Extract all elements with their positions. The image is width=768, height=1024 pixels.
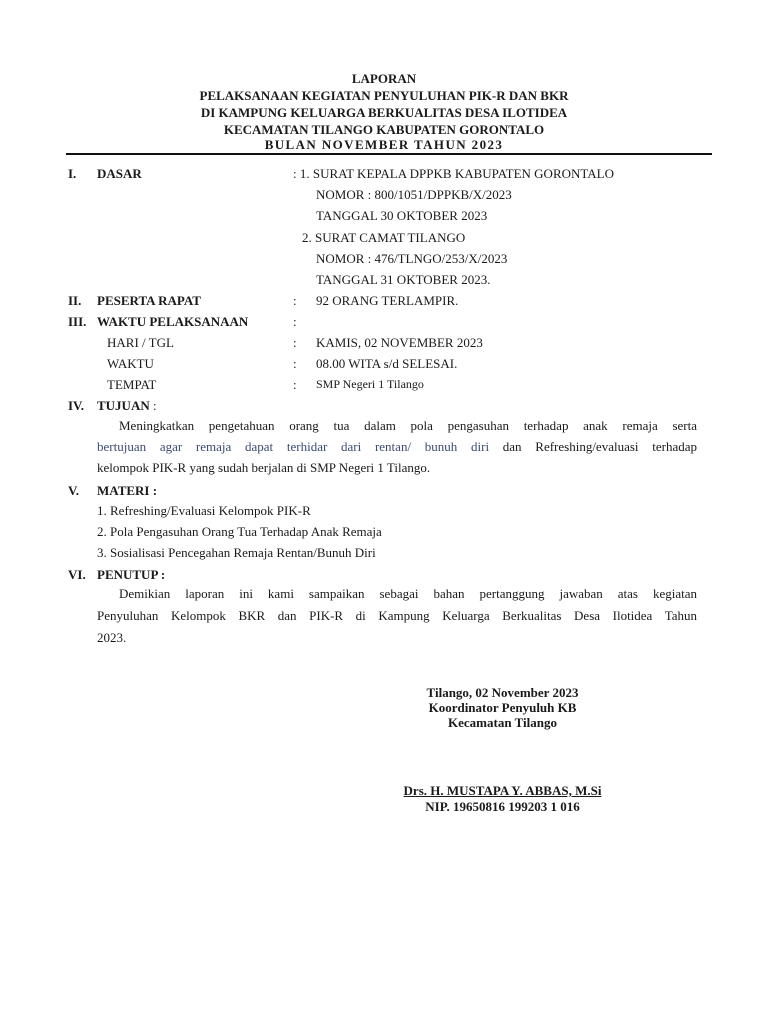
report-subtitle-3: KECAMATAN TILANGO KABUPATEN GORONTALO xyxy=(223,122,545,137)
section-label-tujuan-wrap xyxy=(97,397,157,414)
section-number-3: III. xyxy=(68,314,87,329)
signature-unit: Kecamatan Tilango xyxy=(448,715,557,730)
peserta-value: 92 ORANG TERLAMPIR. xyxy=(316,293,459,308)
penutup-paragraph-line-3: 2023. xyxy=(97,630,127,645)
tujuan-highlight-word: bertujuan xyxy=(97,439,147,454)
tujuan-paragraph-line-2 xyxy=(97,436,697,457)
waktu-row-value: SMP Negeri 1 Tilango xyxy=(316,377,424,391)
section-number-2: II. xyxy=(68,293,82,308)
dasar-line-3: TANGGAL 30 OKTOBER 2023 xyxy=(316,208,488,223)
waktu-row-label: WAKTU xyxy=(107,356,154,371)
section-label-peserta: PESERTA RAPAT xyxy=(97,293,201,308)
report-period: BULAN NOVEMBER TAHUN 2023 xyxy=(264,137,504,152)
section-number-4: IV. xyxy=(68,398,85,413)
section-label-tujuan: TUJUAN xyxy=(97,398,150,413)
signature-place-date: Tilango, 02 November 2023 xyxy=(426,685,579,700)
dasar-line-4: 2. SURAT CAMAT TILANGO xyxy=(302,230,466,245)
header-divider xyxy=(66,153,712,155)
dasar-line-5: NOMOR : 476/TLNGO/253/X/2023 xyxy=(316,251,508,266)
waktu-row-value: 08.00 WITA s/d SELESAI. xyxy=(316,356,458,371)
waktu-row-label: HARI / TGL xyxy=(107,335,174,350)
section-label-waktu: WAKTU PELAKSANAAN xyxy=(97,314,249,329)
waktu-row-label: TEMPAT xyxy=(107,377,157,392)
waktu-row-colon: : xyxy=(293,356,297,371)
materi-item: 2. Pola Pengasuhan Orang Tua Terhadap Anak Remaja xyxy=(97,524,382,539)
dasar-line-2: NOMOR : 800/1051/DPPKB/X/2023 xyxy=(316,187,512,202)
waktu-row-colon: : xyxy=(293,377,297,392)
tujuan-paragraph-line-3: kelompok PIK-R yang sudah berjalan di SMP Negeri 1 Tilango. xyxy=(97,460,431,475)
section-label-materi: MATERI : xyxy=(97,483,158,498)
tujuan-colon: : xyxy=(149,398,157,413)
materi-item: 3. Sosialisasi Pencegahan Remaja Rentan/Bunuh Diri xyxy=(97,545,376,560)
signature-name-wrap xyxy=(380,782,625,799)
tujuan-line-2-tail: dan Refreshing/evaluasi terhadap xyxy=(489,439,698,454)
penutup-paragraph-line-1: Demikian laporan ini kami sampaikan sebagai bahan pertanggung jawaban atas kegiatan xyxy=(119,586,697,601)
materi-item: 1. Refreshing/Evaluasi Kelompok PIK-R xyxy=(97,503,311,518)
signature-role: Koordinator Penyuluh KB xyxy=(428,700,577,715)
dasar-line-1: : 1. SURAT KEPALA DPPKB KABUPATEN GORONTALO xyxy=(293,166,615,181)
section-number-1: I. xyxy=(68,166,77,181)
report-title: LAPORAN xyxy=(351,71,417,86)
section-label-penutup: PENUTUP : xyxy=(97,567,166,582)
signature-name: Drs. H. MUSTAPA Y. ABBAS, M.Si xyxy=(403,783,602,798)
penutup-paragraph-line-2: Penyuluhan Kelompok BKR dan PIK-R di Kampung Keluarga Berkualitas Desa Ilotidea Tahun xyxy=(97,608,697,623)
waktu-colon: : xyxy=(293,314,297,329)
section-number-5: V. xyxy=(68,483,79,498)
section-label-dasar: DASAR xyxy=(97,166,142,181)
tujuan-paragraph-line-1: Meningkatkan pengetahuan orang tua dalam pola pengasuhan terhadap anak remaja serta xyxy=(119,418,697,433)
tujuan-highlight-phrase: agar remaja dapat terhidar dari rentan/ bunuh diri xyxy=(146,439,490,454)
peserta-colon: : xyxy=(293,293,297,308)
report-subtitle-1: PELAKSANAAN KEGIATAN PENYULUHAN PIK-R DAN BKR xyxy=(199,88,569,103)
waktu-row-colon: : xyxy=(293,335,297,350)
dasar-line-6: TANGGAL 31 OKTOBER 2023. xyxy=(316,272,491,287)
signature-nip: NIP. 19650816 199203 1 016 xyxy=(425,799,580,814)
section-number-6: VI. xyxy=(68,567,86,582)
report-subtitle-2: DI KAMPUNG KELUARGA BERKUALITAS DESA ILOTIDEA xyxy=(200,105,568,120)
waktu-row-value: KAMIS, 02 NOVEMBER 2023 xyxy=(316,335,483,350)
